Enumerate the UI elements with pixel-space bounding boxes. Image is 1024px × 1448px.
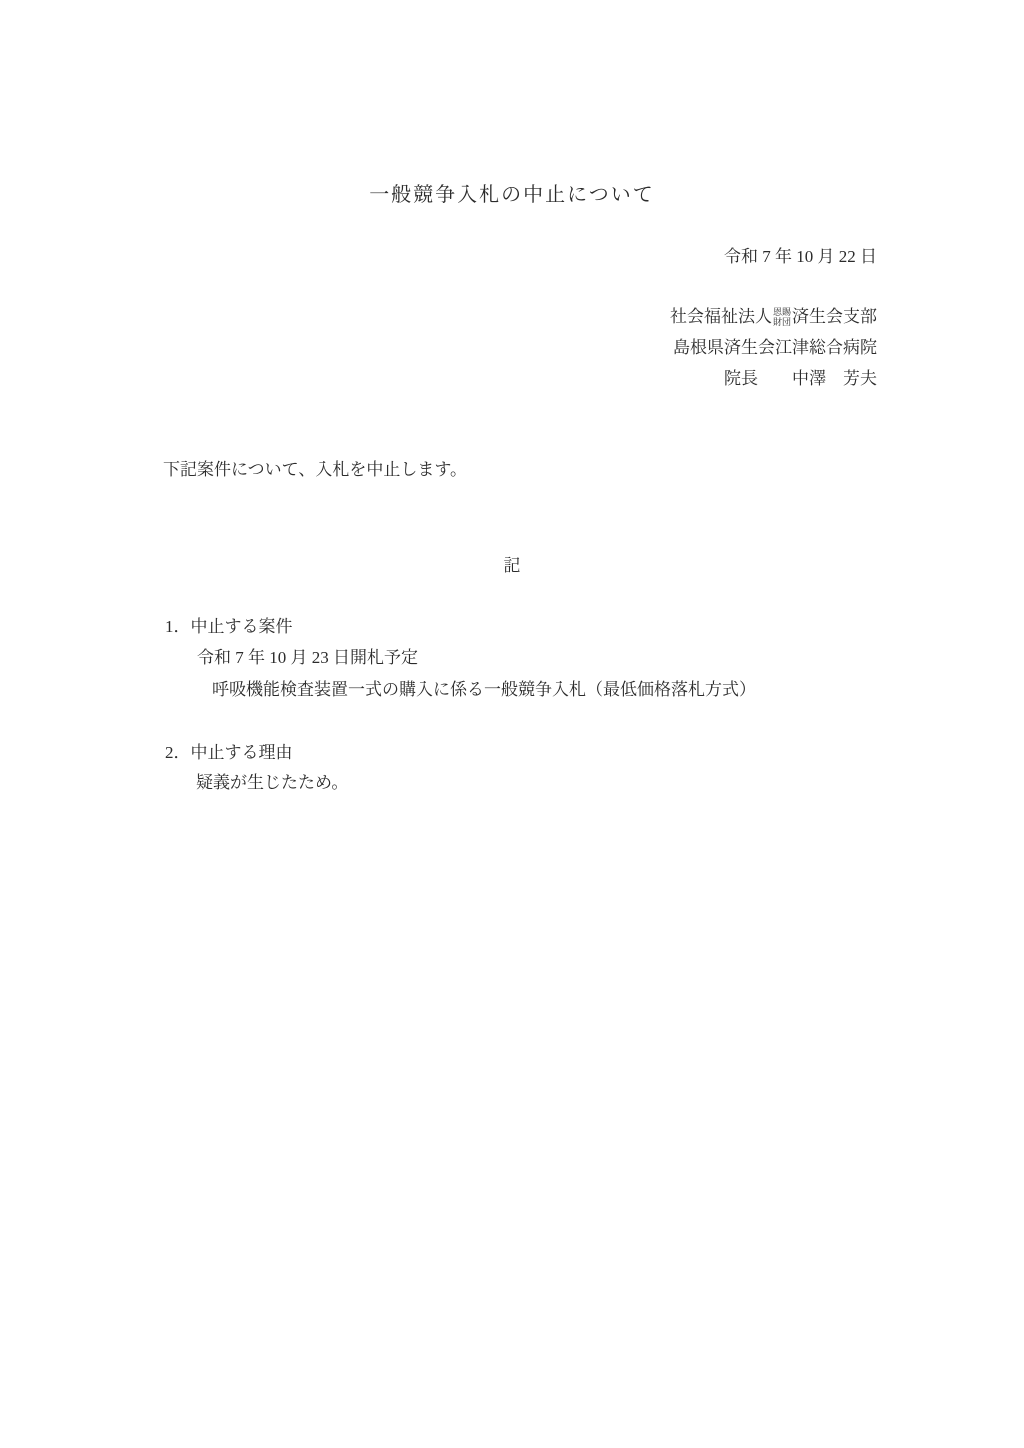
document-title: 一般競争入札の中止について bbox=[369, 184, 655, 206]
section-1-line-schedule: 令和 7 年 10 月 23 日開札予定 bbox=[197, 648, 418, 667]
section-1-heading: 1．中止する案件 bbox=[165, 617, 293, 636]
onshi-zaidan-stacked-label bbox=[773, 307, 791, 327]
issuer-director-line: 院長 中澤 芳夫 bbox=[724, 369, 877, 388]
issuer-block bbox=[670, 301, 877, 394]
stacked-label-bottom: 財団 bbox=[772, 317, 791, 328]
section-2-heading: 2．中止する理由 bbox=[165, 743, 293, 762]
issuer-organization-suffix: 済生会支部 bbox=[792, 307, 877, 326]
section-1-line-subject: 呼吸機能検査装置一式の購入に係る一般競争入札（最低価格落札方式） bbox=[212, 680, 756, 699]
stacked-label-top: 恩賜 bbox=[772, 307, 791, 318]
ki-marker: 記 bbox=[503, 556, 521, 575]
issuer-organization-prefix: 社会福祉法人 bbox=[669, 307, 772, 326]
section-2-line-reason: 疑義が生じたため。 bbox=[196, 773, 349, 792]
body-statement: 下記案件について、入札を中止します。 bbox=[163, 460, 467, 479]
issuer-organization-line bbox=[670, 301, 877, 332]
issuer-hospital-line: 島根県済生会江津総合病院 bbox=[673, 338, 877, 357]
document-date: 令和 7 年 10 月 22 日 bbox=[724, 247, 877, 266]
